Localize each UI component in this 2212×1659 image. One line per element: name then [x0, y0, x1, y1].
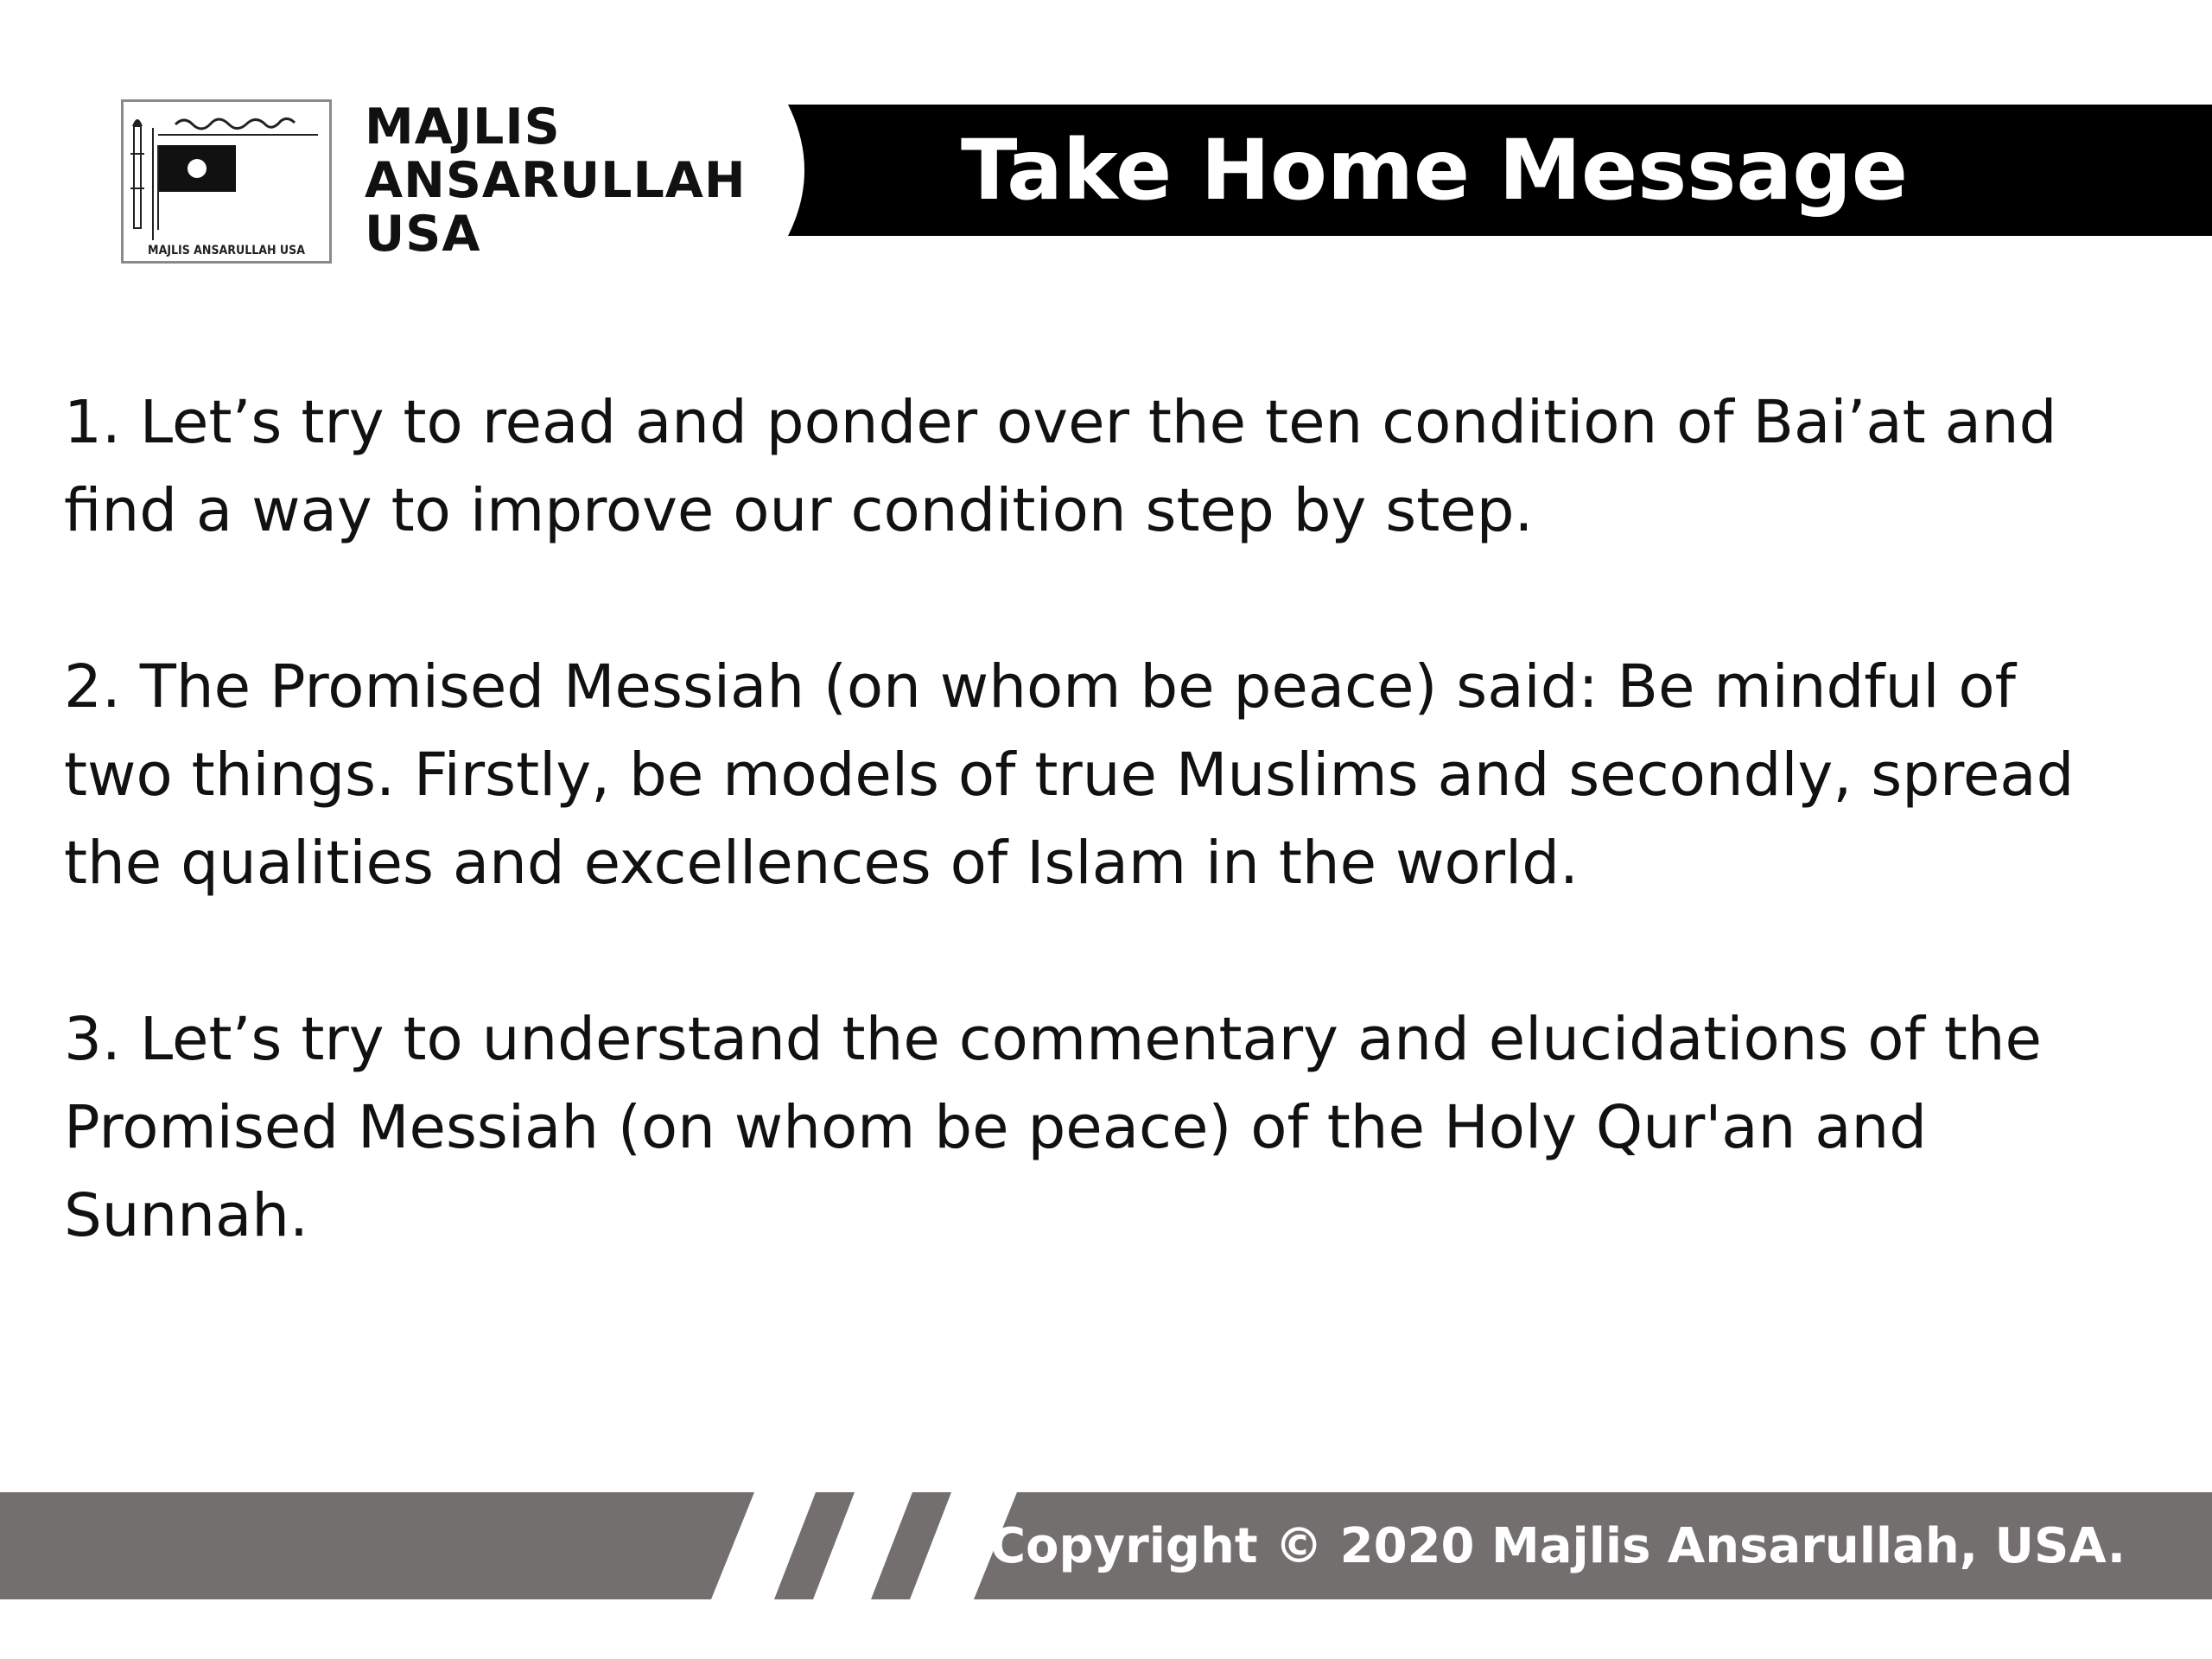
- page-title: Take Home Message: [960, 122, 1909, 219]
- message-point-3: 3. Let’s try to understand the commentary and elucidations of the Promised Messiah (on whom be peace) of the Holy Qur'an and Sunnah.: [64, 1005, 2042, 1250]
- message-point-2: 2. The Promised Messiah (on whom be peace) said: Be mindful of two things. Firstly, be models of true Muslims and secondly, spread the qualities and excellences of Islam in the world.: [64, 652, 2075, 898]
- copyright-text: Copyright © 2020 Majlis Ansarullah, USA.: [989, 1518, 2126, 1574]
- footer-slash-2: [871, 1492, 951, 1599]
- message-point-1: 1. Let’s try to read and ponder over the ten condition of Bai’at and find a way to improve our condition step by step.: [64, 388, 2057, 545]
- brand-line-1: MAJLIS: [365, 99, 561, 156]
- logo-caption: MAJLIS ANSARULLAH USA: [148, 244, 305, 257]
- footer-left-bar: [0, 1492, 754, 1599]
- footer-slash-1: [774, 1492, 855, 1599]
- brand-line-3: USA: [365, 206, 481, 263]
- brand-line-2: ANSARULLAH: [365, 152, 747, 209]
